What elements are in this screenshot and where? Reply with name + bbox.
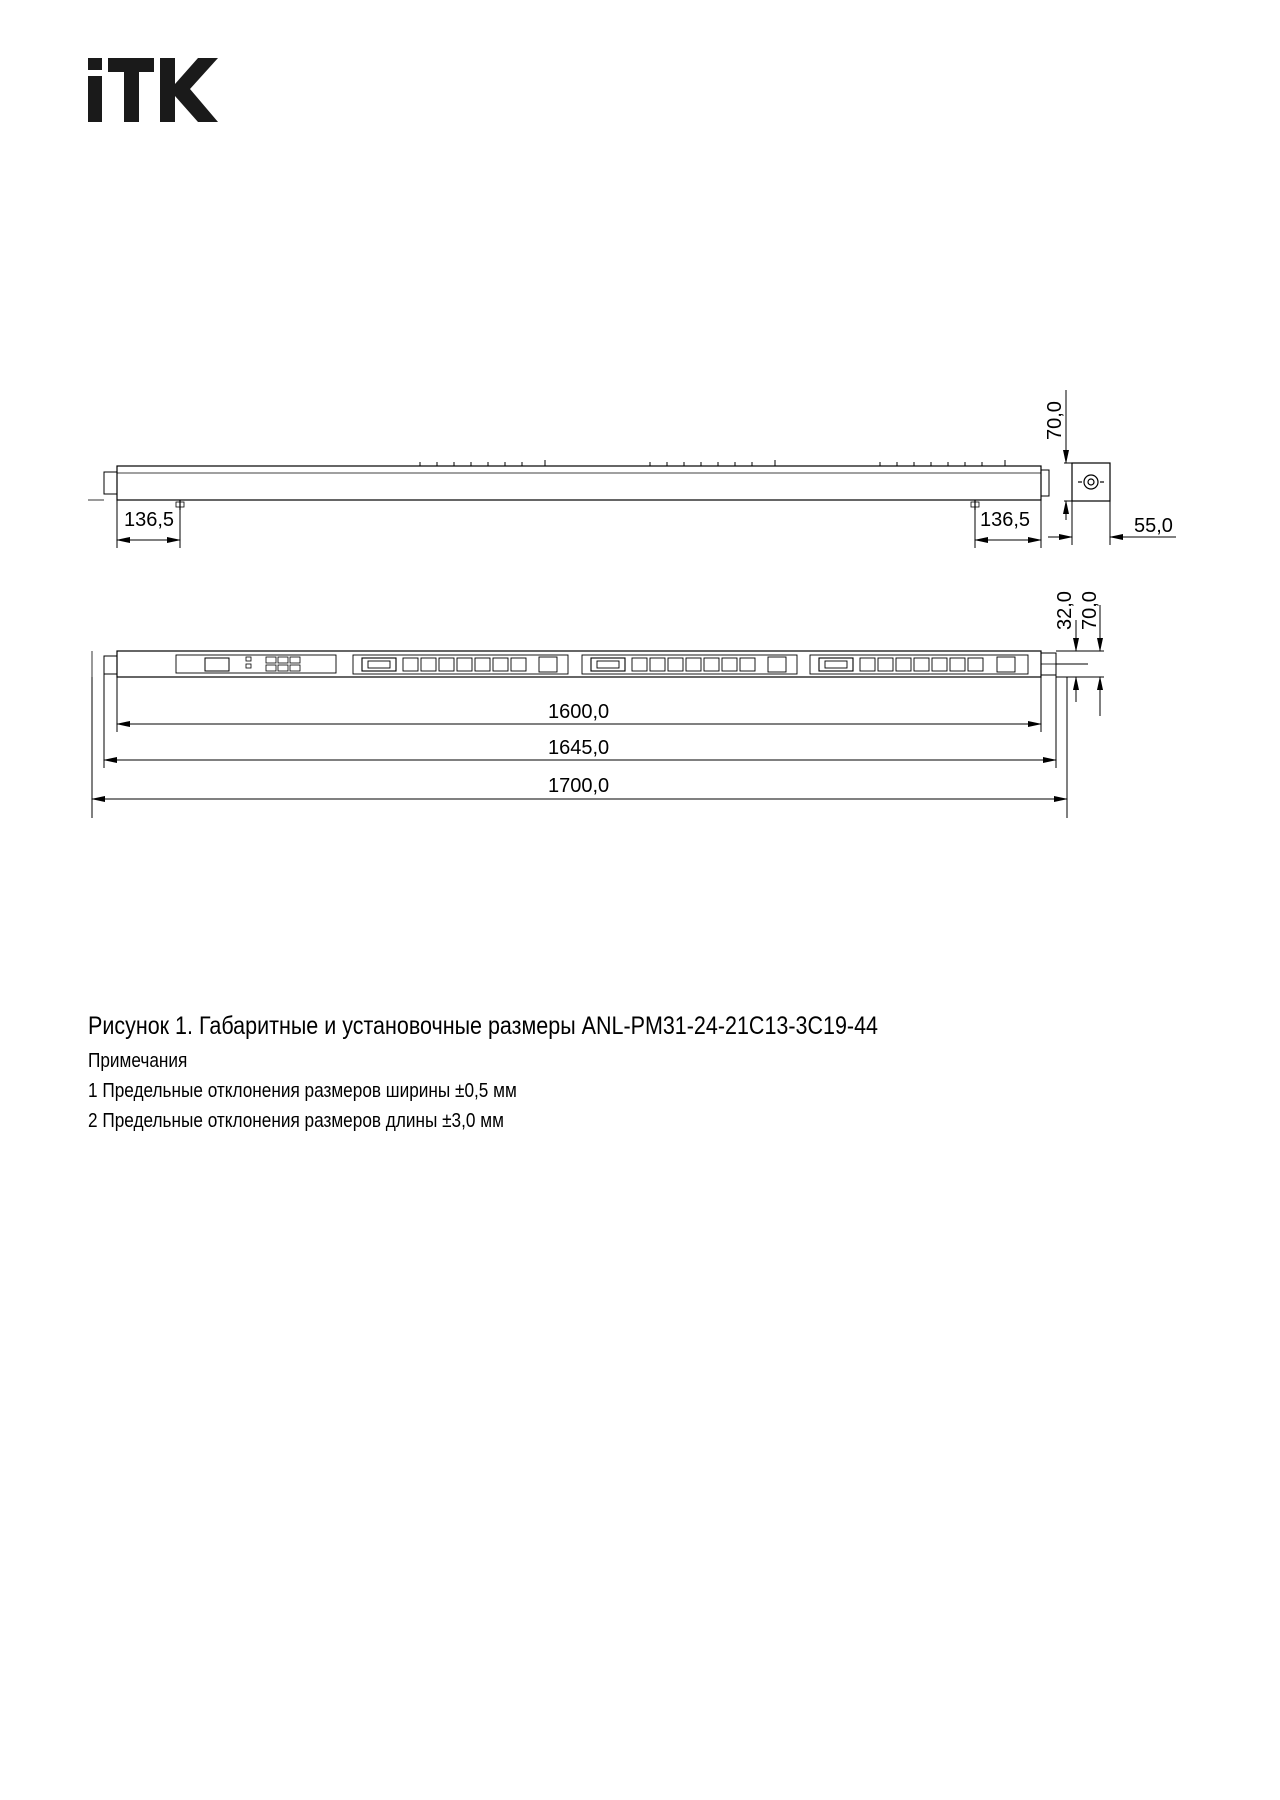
- dim-length-3-label: 1700,0: [548, 775, 610, 797]
- top-view-outlet-ticks: [420, 460, 1005, 466]
- top-view: [88, 466, 1049, 510]
- note-item: 2 Предельные отклонения размеров длины ±3,0 мм: [88, 1110, 504, 1132]
- notes-title: Примечания: [88, 1050, 188, 1072]
- dim-right-offset-label: 136,5: [980, 509, 1031, 531]
- figure-caption: Рисунок 1. Габаритные и установочные размеры ANL-PM31-24-21C13-3C19-44: [88, 1012, 878, 1040]
- dim-top-height-label: 70,0: [1044, 401, 1066, 440]
- dim-left-offset-label: 136,5: [124, 509, 175, 531]
- dim-side-width-label: 55,0: [1134, 515, 1173, 537]
- note-item: 1 Предельные отклонения размеров ширины ±0,5 мм: [88, 1080, 517, 1102]
- dim-front-height-label: 70,0: [1079, 591, 1101, 630]
- side-view: [1072, 463, 1110, 501]
- dim-front-inner-height-label: 32,0: [1054, 591, 1076, 630]
- outlet-group-3: [810, 655, 1028, 674]
- outlet-group-2: [582, 655, 797, 674]
- dim-length-2-label: 1645,0: [548, 737, 610, 759]
- outlet-group-1: [353, 655, 568, 674]
- dim-length-1-label: 1600,0: [548, 701, 610, 723]
